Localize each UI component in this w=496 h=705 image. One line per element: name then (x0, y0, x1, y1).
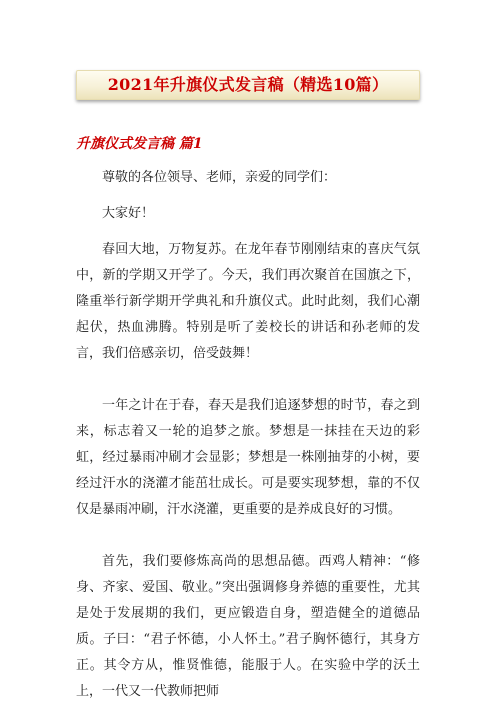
title-banner (76, 70, 420, 100)
paragraph-hello: 大家好！ (102, 206, 155, 221)
section-heading: 升旗仪式发言稿 篇1 (76, 136, 203, 152)
page-title: 2021年升旗仪式发言稿（精选10篇） (107, 75, 389, 94)
paragraph-greeting: 尊敬的各位领导、老师，亲爱的同学们： (102, 170, 337, 185)
paragraph-body-2: 一年之计在于春，春天是我们追逐梦想的时节，春之到来，标志着又一轮的追梦之旅。梦想是一抹挂在天边的彩虹，经过暴雨冲刷才会显影；梦想是一株刚抽芽的小树，要经过汗水的浇灌才能茁壮成长。可是要实现梦想，靠的不仅仅是暴雨冲刷，汗水浇灌，更重要的是养成良好的习惯。 (76, 398, 420, 517)
paragraph-body-3: 首先，我们要修炼高尚的思想品德。西鸡人精神：“修身、齐家、爱国、敬业。”突出强调修身养德的重要性，尤其是处于发展期的我们，更应锻造自身，塑造健全的道德品质。子曰：“君子怀德，小人怀土。”君子胸怀德行，其身方正。其令方从，惟贤惟德，能服于人。在实验中学的沃土上，一代又一代教师把师 (76, 554, 420, 699)
paragraph-body-1: 春回大地，万物复苏。在龙年春节刚刚结束的喜庆气氛中，新的学期又开学了。今天，我们再次聚首在国旗之下，隆重举行新学期开学典礼和升旗仪式。此时此刻，我们心潮起伏，热血沸腾。特别是听了姜校长的讲话和孙老师的发言，我们倍感亲切，倍受鼓舞！ (76, 242, 420, 361)
